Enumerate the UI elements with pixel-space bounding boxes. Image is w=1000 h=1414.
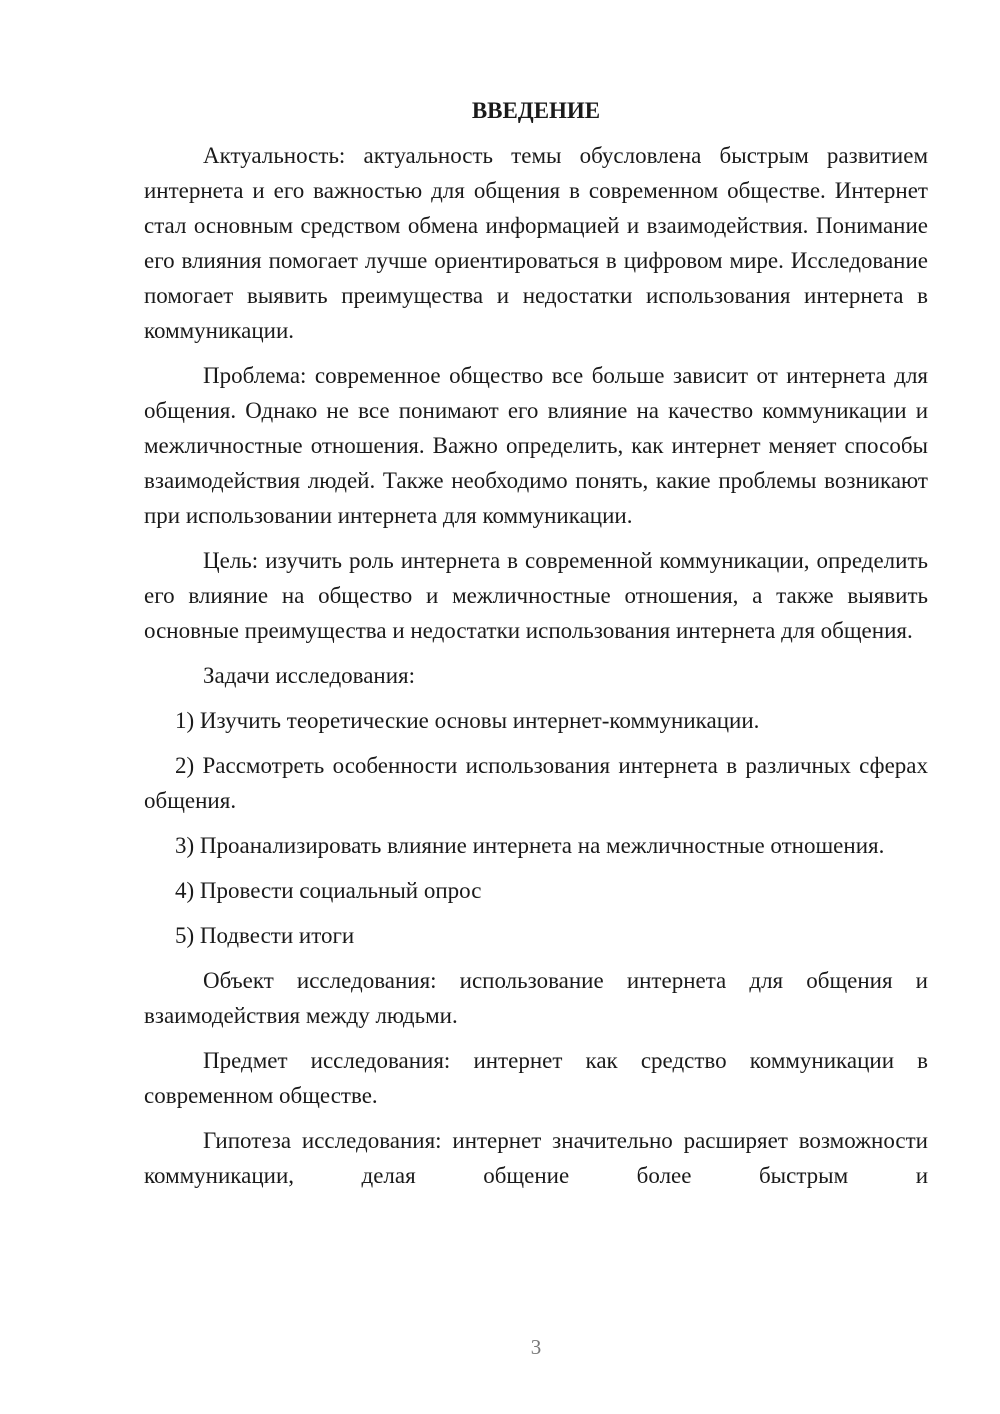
task-item-5: 5) Подвести итоги [175,923,355,948]
task-item-1: 1) Изучить теоретические основы интернет-коммуникации. [175,708,760,733]
task-item-3: 3) Проанализировать влияние интернета на межличностные отношения. [175,833,885,858]
relevance-paragraph: Актуальность: актуальность темы обусловлена быстрым развитием интернета и его важностью для общения в современном обществе. Интернет стал основным средством обмена информацией и взаимодействия. Понимание его влияния помогает лучше ориентироваться в цифровом мире. Исследование помогает выявить преимущества и недостатки использования интернета в коммуникации. [144,143,928,343]
goal-paragraph: Цель: изучить роль интернета в современной коммуникации, определить его влияние на общество и межличностные отношения, а также выявить основные преимущества и недостатки использования интернета для общения. [144,548,928,643]
hypothesis-paragraph: Гипотеза исследования: интернет значительно расширяет возможности коммуникации, делая общение более быстрым и [144,1128,928,1188]
task-item-2: 2) Рассмотреть особенности использования интернета в различных сферах общения. [144,753,928,813]
task-item-4: 4) Провести социальный опрос [175,878,482,903]
section-title: ВВЕДЕНИЕ [471,98,601,123]
tasks-heading: Задачи исследования: [203,663,416,688]
page-content [144,96,928,1203]
problem-paragraph: Проблема: современное общество все больше зависит от интернета для общения. Однако не все понимают его влияние на качество коммуникации и межличностные отношения. Важно определить, как интернет меняет способы взаимодействия людей. Также необходимо понять, какие проблемы возникают при использовании интернета для коммуникации. [144,363,928,528]
subject-paragraph: Предмет исследования: интернет как средство коммуникации в современном обществе. [144,1048,928,1108]
object-paragraph: Объект исследования: использование интернета для общения и взаимодействия между людьми. [144,968,928,1028]
page-number: 3 [530,1335,542,1359]
